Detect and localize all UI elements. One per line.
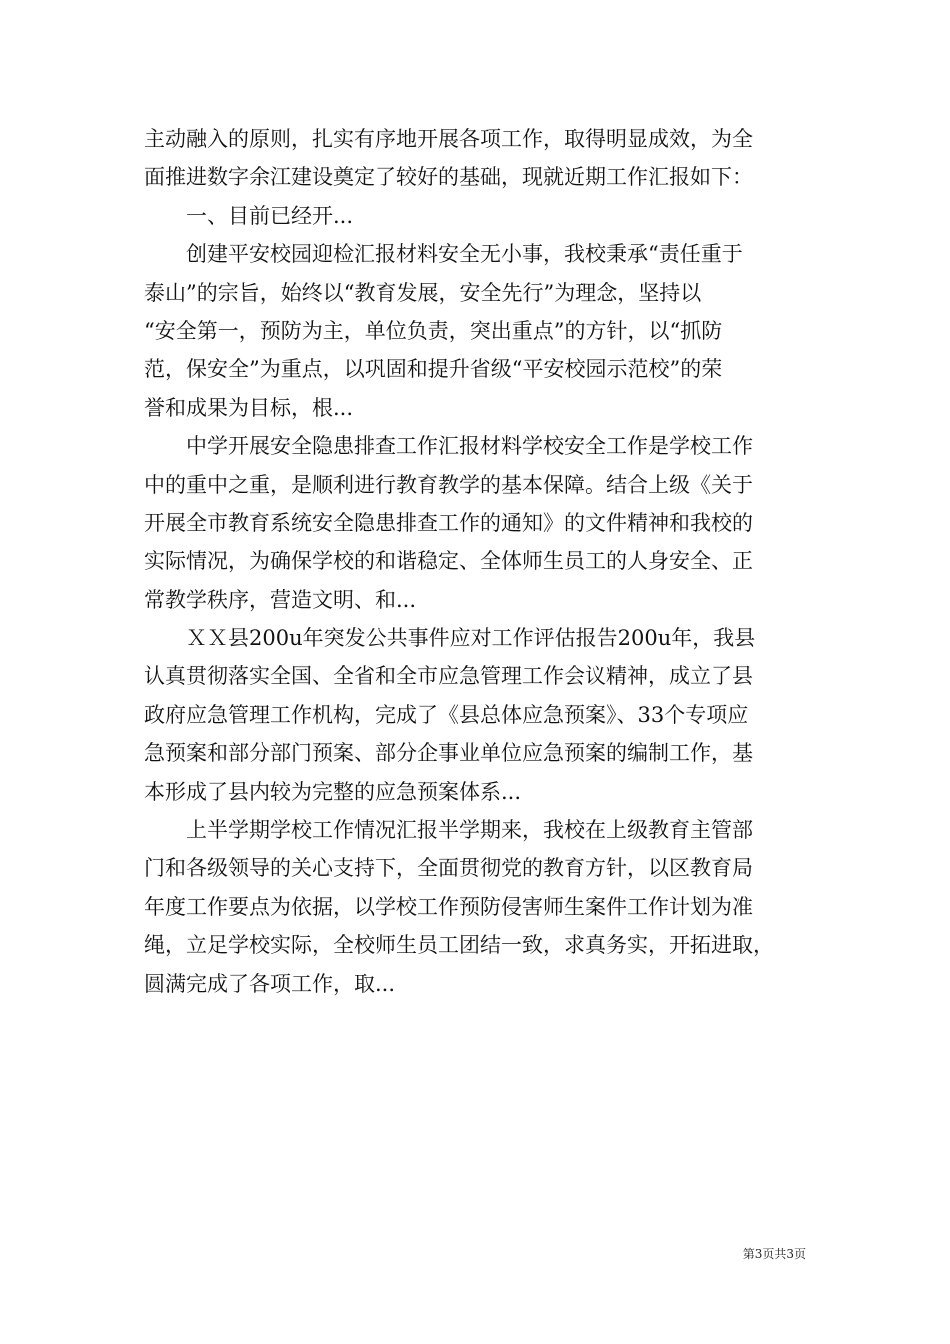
paragraph-line: 绳，立足学校实际，全校师生员工团结一致，求真务实，开拓进取，: [144, 933, 774, 958]
paragraph-line: 实际情况，为确保学校的和谐稳定、全体师生员工的人身安全、正: [144, 549, 753, 574]
section-heading: 一、目前已经开...: [186, 203, 354, 228]
paragraph-line: 面推进数字余江建设奠定了较好的基础，现就近期工作汇报如下：: [144, 165, 753, 190]
paragraph-line: 急预案和部分部门预案、部分企事业单位应急预案的编制工作，基: [144, 741, 753, 766]
page-number: 第3页共3页: [742, 1247, 806, 1261]
document-body: [144, 120, 804, 1003]
paragraph-line: 范，保安全”为重点，以巩固和提升省级“平安校园示范校”的荣: [144, 357, 723, 382]
paragraph-line: 认真贯彻落实全国、全省和全市应急管理工作会议精神，成立了县: [144, 664, 753, 689]
paragraph-line: 政府应急管理工作机构，完成了《县总体应急预案》、33个专项应: [144, 702, 749, 727]
paragraph-line: 常教学秩序，营造文明、和...: [144, 587, 417, 612]
paragraph-line: 门和各级领导的关心支持下，全面贯彻党的教育方针，以区教育局: [144, 856, 753, 881]
paragraph-line: 开展全市教育系统安全隐患排查工作的通知》的文件精神和我校的: [144, 510, 753, 535]
paragraph-line: 圆满完成了各项工作，取...: [144, 971, 396, 996]
paragraph-line: 中的重中之重，是顺利进行教育教学的基本保障。结合上级《关于: [144, 472, 753, 497]
paragraph-line: 誉和成果为目标，根...: [144, 395, 354, 420]
paragraph-line: 主动融入的原则，扎实有序地开展各项工作，取得明显成效，为全: [144, 127, 753, 151]
paragraph-line: 中学开展安全隐患排查工作汇报材料学校安全工作是学校工作: [186, 434, 753, 459]
paragraph-line: 年度工作要点为依据，以学校工作预防侵害师生案件工作计划为准: [144, 894, 753, 919]
paragraph-line: “安全第一，预防为主，单位负责，突出重点”的方针，以“抓防: [144, 318, 723, 343]
paragraph-line: 本形成了县内较为完整的应急预案体系...: [144, 779, 522, 804]
paragraph-line: 创建平安校园迎检汇报材料安全无小事，我校秉承“责任重于: [186, 242, 743, 267]
paragraph-line: 泰山”的宗旨，始终以“教育发展，安全先行”为理念，坚持以: [144, 280, 702, 305]
paragraph-line: ＸＸ县200u年突发公共事件应对工作评估报告200u年，我县: [186, 626, 756, 651]
paragraph-line: 上半学期学校工作情况汇报半学期来，我校在上级教育主管部: [186, 818, 753, 843]
